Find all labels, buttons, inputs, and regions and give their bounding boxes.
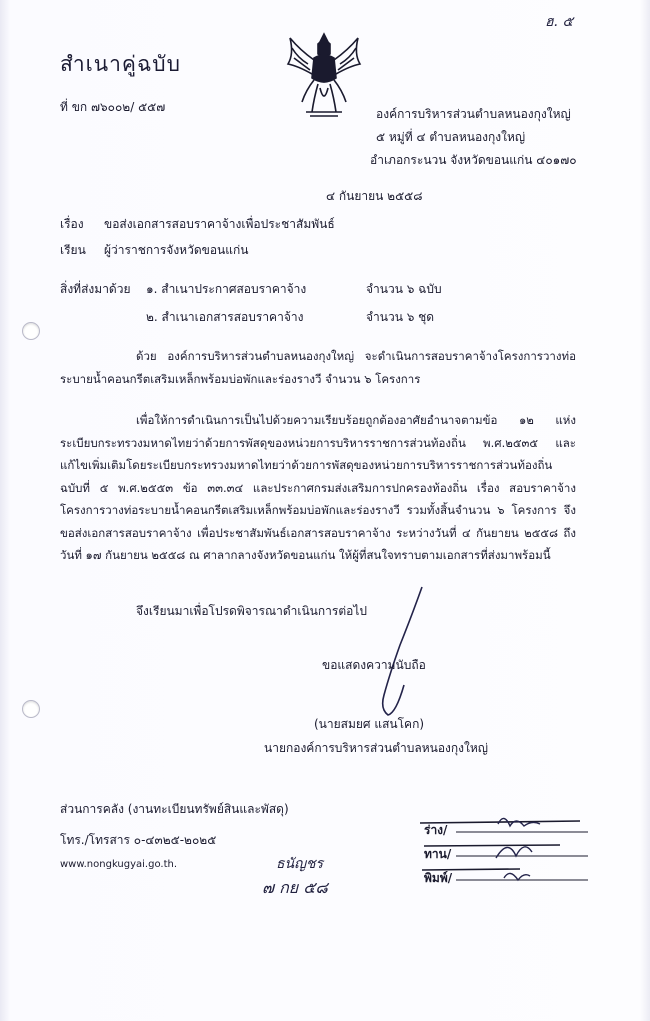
garuda-emblem-icon	[284, 28, 364, 120]
body-paragraph-2: เพื่อให้การดำเนินการเป็นไปด้วยความเรียบร้อยถูกต้องอาศัยอำนาจตามข้อ ๑๒ แห่งระเบียบกระทรวงมหาดไทยว่าด้วยการพัสดุของหน่วยการบริหารราชการส่วนท้องถิ่น พ.ศ.๒๕๓๕ และแก้ไขเพิ่มเติมโดยระเบียบกระทรวงมหาดไทยว่าด้วยการพัสดุของหน่วยการบริหารราชการส่วนท้องถิ่น ฉบับที่ ๕ พ.ศ.๒๕๕๓ ข้อ ๓๓.๓๔ และประกาศกรมส่งเสริมการปกครองท้องถิ่น เรื่อง สอบราคาจ้างโครงการวางท่อระบายน้ำคอนกรีตเสริมเหล็กพร้อมบ่อพักและร่องรางวี รวมทั้งสิ้นจำนวน ๖ โครงการ จึงขอส่งเอกสารสอบราคาจ้าง เพื่อประชาสัมพันธ์เอกสารสอบราคาจ้าง ระหว่างวันที่ ๔ กันยายน ๒๕๕๘ ถึงวันที่ ๑๗ กันยายน ๒๕๕๘ ณ ศาลากลางจังหวัดขอนแก่น ให้ผู้ที่สนใจทราบตามเอกสารที่ส่งมาพร้อมนี้	[60, 413, 576, 562]
signatory-position: นายกองค์การบริหารส่วนตำบลหนองกุงใหญ่	[264, 741, 489, 755]
enclosure-item-1: ๑. สำเนาประกาศสอบราคาจ้าง	[146, 282, 307, 296]
enclosure-qty-2: จำนวน ๖ ชุด	[366, 310, 435, 324]
enclosures-label: สิ่งที่ส่งมาด้วย	[60, 282, 131, 296]
routing-stamp-lines	[420, 818, 600, 898]
body-paragraph-1: ด้วย องค์การบริหารส่วนตำบลหนองกุงใหญ่ จะดำเนินการสอบราคาจ้างโครงการวางท่อระบายน้ำคอนกรีตเสริมเหล็กพร้อมบ่อพักและร่องรางวี จำนวน ๖ โครงการ	[60, 349, 576, 386]
handwritten-signature	[360, 585, 440, 720]
page-mark: ฮ. ๕	[545, 14, 574, 30]
footer-website: www.nongkugyai.go.th.	[60, 859, 178, 870]
address-line-1: ๕ หมู่ที่ ๔ ตำบลหนองกุงใหญ่	[376, 130, 526, 144]
subject-text: ขอส่งเอกสารสอบราคาจ้างเพื่อประชาสัมพันธ์	[104, 217, 335, 231]
signature-closing: ขอแสดงความนับถือ	[322, 658, 426, 672]
routing-label-type: พิมพ์/	[424, 871, 453, 885]
org-name: องค์การบริหารส่วนตำบลหนองกุงใหญ่	[376, 107, 571, 121]
address-line-2: อำเภอกระนวน จังหวัดขอนแก่น ๔๐๑๗๐	[370, 153, 577, 167]
footer-department: ส่วนการคลัง (งานทะเบียนทรัพย์สินและพัสดุ)	[60, 802, 289, 816]
punch-hole-bottom	[22, 700, 40, 718]
recipient-label: เรียน	[60, 243, 86, 257]
footer-phone: โทร./โทรสาร ๐-๔๓๒๕-๒๐๒๕	[60, 833, 217, 847]
routing-label-draft: ร่าง/	[424, 823, 448, 837]
signatory-name: (นายสมยศ แสนโคก)	[314, 717, 425, 731]
enclosure-item-2: ๒. สำเนาเอกสารสอบราคาจ้าง	[146, 310, 304, 324]
punch-hole-top	[22, 322, 40, 340]
subject-label: เรื่อง	[60, 217, 84, 231]
handwritten-date: ๗ กย ๕๘	[262, 878, 328, 897]
document-number: ที่ ขก ๗๖๐๐๒/ ๕๕๗	[60, 100, 166, 114]
handwritten-note: ธนัญชร	[276, 856, 324, 872]
recipient-text: ผู้ว่าราชการจังหวัดขอนแก่น	[104, 243, 249, 257]
copy-stamp: สำเนาคู่ฉบับ	[60, 52, 181, 76]
closing-request: จึงเรียนมาเพื่อโปรดพิจารณาดำเนินการต่อไป	[136, 604, 367, 618]
enclosure-qty-1: จำนวน ๖ ฉบับ	[366, 282, 442, 296]
routing-label-review: ทาน/	[424, 847, 452, 861]
document-date: ๔ กันยายน ๒๕๕๘	[326, 189, 423, 203]
